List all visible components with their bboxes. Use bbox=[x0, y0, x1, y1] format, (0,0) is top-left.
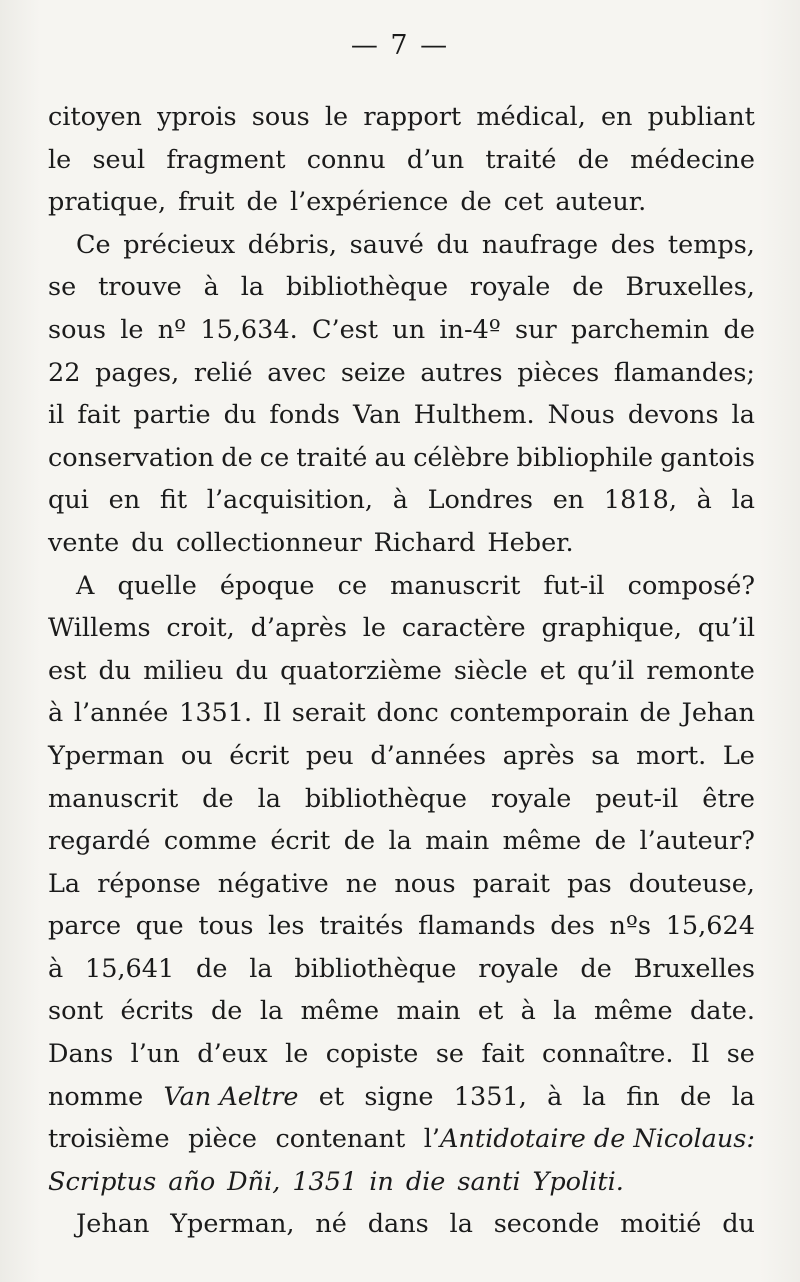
word: peut-il bbox=[595, 783, 679, 814]
word: l’un bbox=[130, 1039, 180, 1070]
word: seul bbox=[92, 144, 146, 175]
word: de bbox=[572, 272, 604, 303]
word: que bbox=[135, 911, 184, 942]
word: naufrage bbox=[481, 229, 599, 260]
text-line bbox=[48, 479, 755, 522]
word: pièces bbox=[517, 357, 600, 388]
word: de bbox=[343, 826, 376, 857]
word: d’un bbox=[406, 144, 465, 175]
word: Il bbox=[691, 1039, 710, 1070]
text-line bbox=[48, 1118, 755, 1161]
word: collectionneur bbox=[176, 527, 362, 558]
word: se bbox=[726, 1039, 755, 1070]
text-line bbox=[48, 96, 755, 139]
word: l’année bbox=[73, 698, 169, 729]
word: médical, bbox=[476, 102, 586, 132]
word: traité bbox=[485, 144, 557, 175]
word: Jehan bbox=[76, 1209, 150, 1240]
word: temps, bbox=[667, 229, 755, 260]
word: et bbox=[539, 655, 566, 686]
word: du bbox=[98, 655, 132, 686]
word: flamandes; bbox=[613, 357, 755, 388]
word: et bbox=[318, 1081, 345, 1112]
word: croit, bbox=[166, 613, 235, 644]
word: Scriptus bbox=[48, 1166, 157, 1197]
word: tous bbox=[198, 911, 254, 942]
word: du bbox=[223, 400, 257, 431]
text-line bbox=[48, 139, 755, 182]
word: fait bbox=[77, 400, 121, 431]
word: date. bbox=[689, 996, 755, 1027]
word: en bbox=[600, 102, 633, 132]
word: peu bbox=[305, 740, 354, 771]
word: fragment bbox=[166, 144, 286, 175]
word: Londres bbox=[427, 485, 533, 516]
word: bibliothèque bbox=[304, 783, 467, 814]
word: nº bbox=[157, 314, 187, 345]
word: la bbox=[553, 996, 577, 1027]
text-line bbox=[48, 863, 755, 906]
word: Yperman, bbox=[170, 1209, 295, 1240]
text-line bbox=[48, 522, 755, 565]
word: la bbox=[240, 272, 265, 303]
text-line bbox=[48, 735, 755, 778]
word: est bbox=[48, 655, 87, 686]
word: caractère bbox=[401, 613, 526, 644]
word: seconde bbox=[493, 1209, 600, 1240]
word: sous bbox=[251, 102, 310, 132]
word: le bbox=[324, 102, 349, 132]
word: du bbox=[131, 527, 165, 558]
word: se bbox=[48, 272, 77, 303]
body-text bbox=[48, 96, 755, 1246]
page-number: — 7 — bbox=[350, 30, 450, 61]
word: mort. bbox=[636, 740, 707, 771]
word: C’est bbox=[311, 314, 379, 345]
word: ou bbox=[180, 740, 213, 771]
word: de bbox=[246, 187, 278, 218]
text-line bbox=[48, 565, 755, 608]
word: Le bbox=[722, 740, 755, 771]
word: Bruxelles bbox=[633, 953, 755, 984]
word: la bbox=[731, 400, 755, 431]
text-line bbox=[48, 905, 755, 948]
word: du bbox=[436, 229, 470, 260]
word: l’acquisition, bbox=[206, 485, 373, 516]
word: le bbox=[48, 144, 72, 175]
word: dans bbox=[367, 1209, 429, 1240]
word: nous bbox=[394, 868, 456, 899]
word: la bbox=[249, 953, 273, 984]
word: douteuse, bbox=[628, 868, 755, 899]
text-line bbox=[48, 181, 755, 224]
word: débris, bbox=[247, 229, 338, 260]
word: nomme bbox=[48, 1081, 144, 1112]
word: la bbox=[388, 826, 412, 857]
word: in bbox=[369, 1166, 394, 1197]
word: la bbox=[257, 783, 281, 814]
word: après bbox=[502, 740, 575, 771]
word: connu bbox=[306, 144, 386, 175]
word: un bbox=[392, 314, 426, 345]
text-line bbox=[48, 990, 755, 1033]
word: réponse bbox=[97, 868, 201, 899]
word: de bbox=[723, 314, 755, 345]
word: de bbox=[196, 953, 228, 984]
text-line bbox=[48, 1033, 755, 1076]
word: Heber. bbox=[487, 527, 574, 558]
word: Ce bbox=[76, 229, 111, 260]
word: au bbox=[374, 442, 407, 473]
word: in-4º bbox=[439, 314, 501, 345]
word: de bbox=[202, 783, 234, 814]
word: qui bbox=[48, 485, 89, 516]
text-line bbox=[48, 266, 755, 309]
word: traités bbox=[319, 911, 404, 942]
word: conservation bbox=[48, 442, 215, 473]
word: Willems bbox=[48, 613, 151, 644]
word: contenant bbox=[275, 1124, 406, 1155]
word: à bbox=[520, 996, 536, 1027]
word: 1818, bbox=[603, 485, 677, 516]
word: de bbox=[594, 826, 627, 857]
text-line bbox=[48, 778, 755, 821]
word: partie bbox=[133, 400, 211, 431]
word: fin bbox=[626, 1081, 660, 1112]
word: sur bbox=[515, 314, 557, 345]
word: bibliothèque bbox=[294, 953, 457, 984]
text-line bbox=[48, 309, 755, 352]
word: donc bbox=[376, 698, 439, 729]
word: de bbox=[639, 698, 671, 729]
word: médecine bbox=[630, 144, 755, 175]
word: main bbox=[396, 996, 461, 1027]
word: quelle bbox=[117, 570, 197, 601]
word: 15,624 bbox=[665, 911, 755, 942]
word: vente bbox=[48, 527, 120, 558]
word: rapport bbox=[363, 102, 462, 132]
word: d’années bbox=[370, 740, 487, 771]
word: santi bbox=[457, 1166, 521, 1197]
word: sa bbox=[591, 740, 620, 771]
word: précieux bbox=[123, 229, 236, 260]
word: nºs bbox=[609, 911, 651, 942]
word: gantois bbox=[660, 442, 755, 473]
word: año bbox=[168, 1166, 216, 1197]
word: graphique, bbox=[541, 613, 682, 644]
word: du bbox=[235, 655, 269, 686]
word: de bbox=[580, 953, 612, 984]
word: le bbox=[120, 314, 144, 345]
word: à bbox=[203, 272, 219, 303]
word: royale bbox=[490, 783, 572, 814]
word: en bbox=[108, 485, 141, 516]
text-line bbox=[48, 352, 755, 395]
text-line bbox=[48, 224, 755, 267]
word: copiste bbox=[325, 1039, 419, 1070]
word: composé? bbox=[627, 570, 755, 601]
word: Hulthem. bbox=[413, 400, 535, 431]
word: 1351, bbox=[453, 1081, 527, 1112]
word: se bbox=[435, 1039, 465, 1070]
word: serait bbox=[291, 698, 366, 729]
word: yprois bbox=[157, 102, 237, 132]
word: fit bbox=[159, 485, 188, 516]
word: l’expérience bbox=[289, 187, 449, 218]
word: les bbox=[268, 911, 305, 942]
word: A bbox=[76, 570, 95, 601]
word: ne bbox=[345, 868, 378, 899]
word: signe bbox=[364, 1081, 434, 1112]
word: même bbox=[594, 996, 673, 1027]
word: bibliophile bbox=[516, 442, 654, 473]
word: Dans bbox=[48, 1039, 114, 1070]
word: Dñi, bbox=[227, 1166, 281, 1197]
word: 15,641 bbox=[84, 953, 175, 984]
word: main bbox=[425, 826, 490, 857]
word: contemporain bbox=[449, 698, 629, 729]
word: fait bbox=[481, 1039, 525, 1070]
word: même bbox=[502, 826, 582, 857]
word: le bbox=[285, 1039, 309, 1070]
word: Richard bbox=[373, 527, 476, 558]
word: devons bbox=[627, 400, 719, 431]
word: négative bbox=[217, 868, 329, 899]
word: sont bbox=[48, 996, 104, 1027]
word: 1351 bbox=[292, 1166, 358, 1197]
text-line bbox=[48, 820, 755, 863]
word: milieu bbox=[143, 655, 224, 686]
word: qu’il bbox=[697, 613, 755, 644]
word: la bbox=[449, 1209, 473, 1240]
word: ce bbox=[337, 570, 368, 601]
word: regardé bbox=[48, 826, 151, 857]
word: le bbox=[362, 613, 386, 644]
word: la bbox=[731, 485, 755, 516]
word: citoyen bbox=[48, 102, 142, 132]
word: né bbox=[315, 1209, 347, 1240]
word: publiant bbox=[647, 102, 755, 132]
word: la bbox=[259, 996, 284, 1027]
word: manuscrit bbox=[48, 783, 179, 814]
word: Van Aeltre bbox=[163, 1081, 299, 1112]
word: ce bbox=[259, 442, 290, 473]
word: Nous bbox=[547, 400, 615, 431]
word: connaître. bbox=[542, 1039, 674, 1070]
word: écrit bbox=[270, 826, 331, 857]
word: royale bbox=[469, 272, 551, 303]
word: fut-il bbox=[543, 570, 605, 601]
word: pratique, bbox=[48, 187, 167, 218]
text-line bbox=[48, 1076, 755, 1119]
word: quatorzième bbox=[280, 655, 442, 686]
text-line bbox=[48, 948, 755, 991]
word: royale bbox=[478, 953, 559, 984]
word: même bbox=[300, 996, 380, 1027]
word: trouve bbox=[98, 272, 182, 303]
word: l’auteur? bbox=[639, 826, 755, 857]
word: à bbox=[48, 953, 64, 984]
word: sauvé bbox=[349, 229, 424, 260]
word: parchemin bbox=[571, 314, 710, 345]
word: célèbre bbox=[413, 442, 510, 473]
word: la bbox=[731, 1081, 755, 1112]
word: l’Antidotaire de Nicolaus: bbox=[423, 1124, 755, 1155]
word: à bbox=[696, 485, 712, 516]
word: cet bbox=[503, 187, 544, 218]
word: en bbox=[552, 485, 585, 516]
word: et bbox=[477, 996, 504, 1027]
word: à bbox=[392, 485, 408, 516]
word: pas bbox=[567, 868, 612, 899]
word: pages, bbox=[95, 357, 180, 388]
word: époque bbox=[219, 570, 315, 601]
word: sous bbox=[48, 314, 106, 345]
word: des bbox=[550, 911, 595, 942]
word: seize bbox=[340, 357, 406, 388]
word: siècle bbox=[453, 655, 528, 686]
word: fonds bbox=[269, 400, 341, 431]
text-line bbox=[48, 692, 755, 735]
word: remonte bbox=[646, 655, 755, 686]
word: fruit bbox=[178, 187, 235, 218]
word: bibliothèque bbox=[285, 272, 449, 303]
word: flamands bbox=[418, 911, 536, 942]
word: de bbox=[460, 187, 492, 218]
word: parait bbox=[472, 868, 551, 899]
word: auteur. bbox=[555, 187, 647, 218]
word: Jehan bbox=[681, 698, 755, 729]
word: à bbox=[48, 698, 64, 729]
word: écrits bbox=[120, 996, 194, 1027]
word: de bbox=[679, 1081, 712, 1112]
text-line bbox=[48, 394, 755, 437]
word: moitié bbox=[620, 1209, 702, 1240]
word: 1351. bbox=[179, 698, 253, 729]
text-line bbox=[48, 607, 755, 650]
word: comme bbox=[163, 826, 257, 857]
word: Ypoliti. bbox=[532, 1166, 624, 1197]
word: pièce bbox=[188, 1124, 258, 1155]
word: des bbox=[610, 229, 656, 260]
word: relié bbox=[193, 357, 253, 388]
word: Il bbox=[262, 698, 282, 729]
word: d’eux bbox=[197, 1039, 268, 1070]
word: parce bbox=[48, 911, 122, 942]
word: troisième bbox=[48, 1124, 170, 1155]
word: die bbox=[405, 1166, 446, 1197]
word: avec bbox=[267, 357, 327, 388]
word: Van bbox=[353, 400, 401, 431]
word: 15,634. bbox=[200, 314, 298, 345]
text-line bbox=[48, 1161, 755, 1204]
word: écrit bbox=[229, 740, 290, 771]
word: de bbox=[210, 996, 243, 1027]
word: autres bbox=[420, 357, 503, 388]
word: La bbox=[48, 868, 81, 899]
word: du bbox=[722, 1209, 755, 1240]
text-line bbox=[48, 1203, 755, 1246]
word: être bbox=[702, 783, 755, 814]
word: Bruxelles, bbox=[625, 272, 755, 303]
word: la bbox=[582, 1081, 606, 1112]
word: il bbox=[48, 400, 65, 431]
word: Yperman bbox=[48, 740, 165, 771]
word: de bbox=[577, 144, 610, 175]
word: de bbox=[221, 442, 253, 473]
word: à bbox=[547, 1081, 563, 1112]
text-line bbox=[48, 437, 755, 480]
word: qu’il bbox=[577, 655, 635, 686]
word: 22 bbox=[48, 357, 81, 388]
word: traité bbox=[296, 442, 368, 473]
text-line bbox=[48, 650, 755, 693]
word: d’après bbox=[250, 613, 347, 644]
word: manuscrit bbox=[390, 570, 521, 601]
